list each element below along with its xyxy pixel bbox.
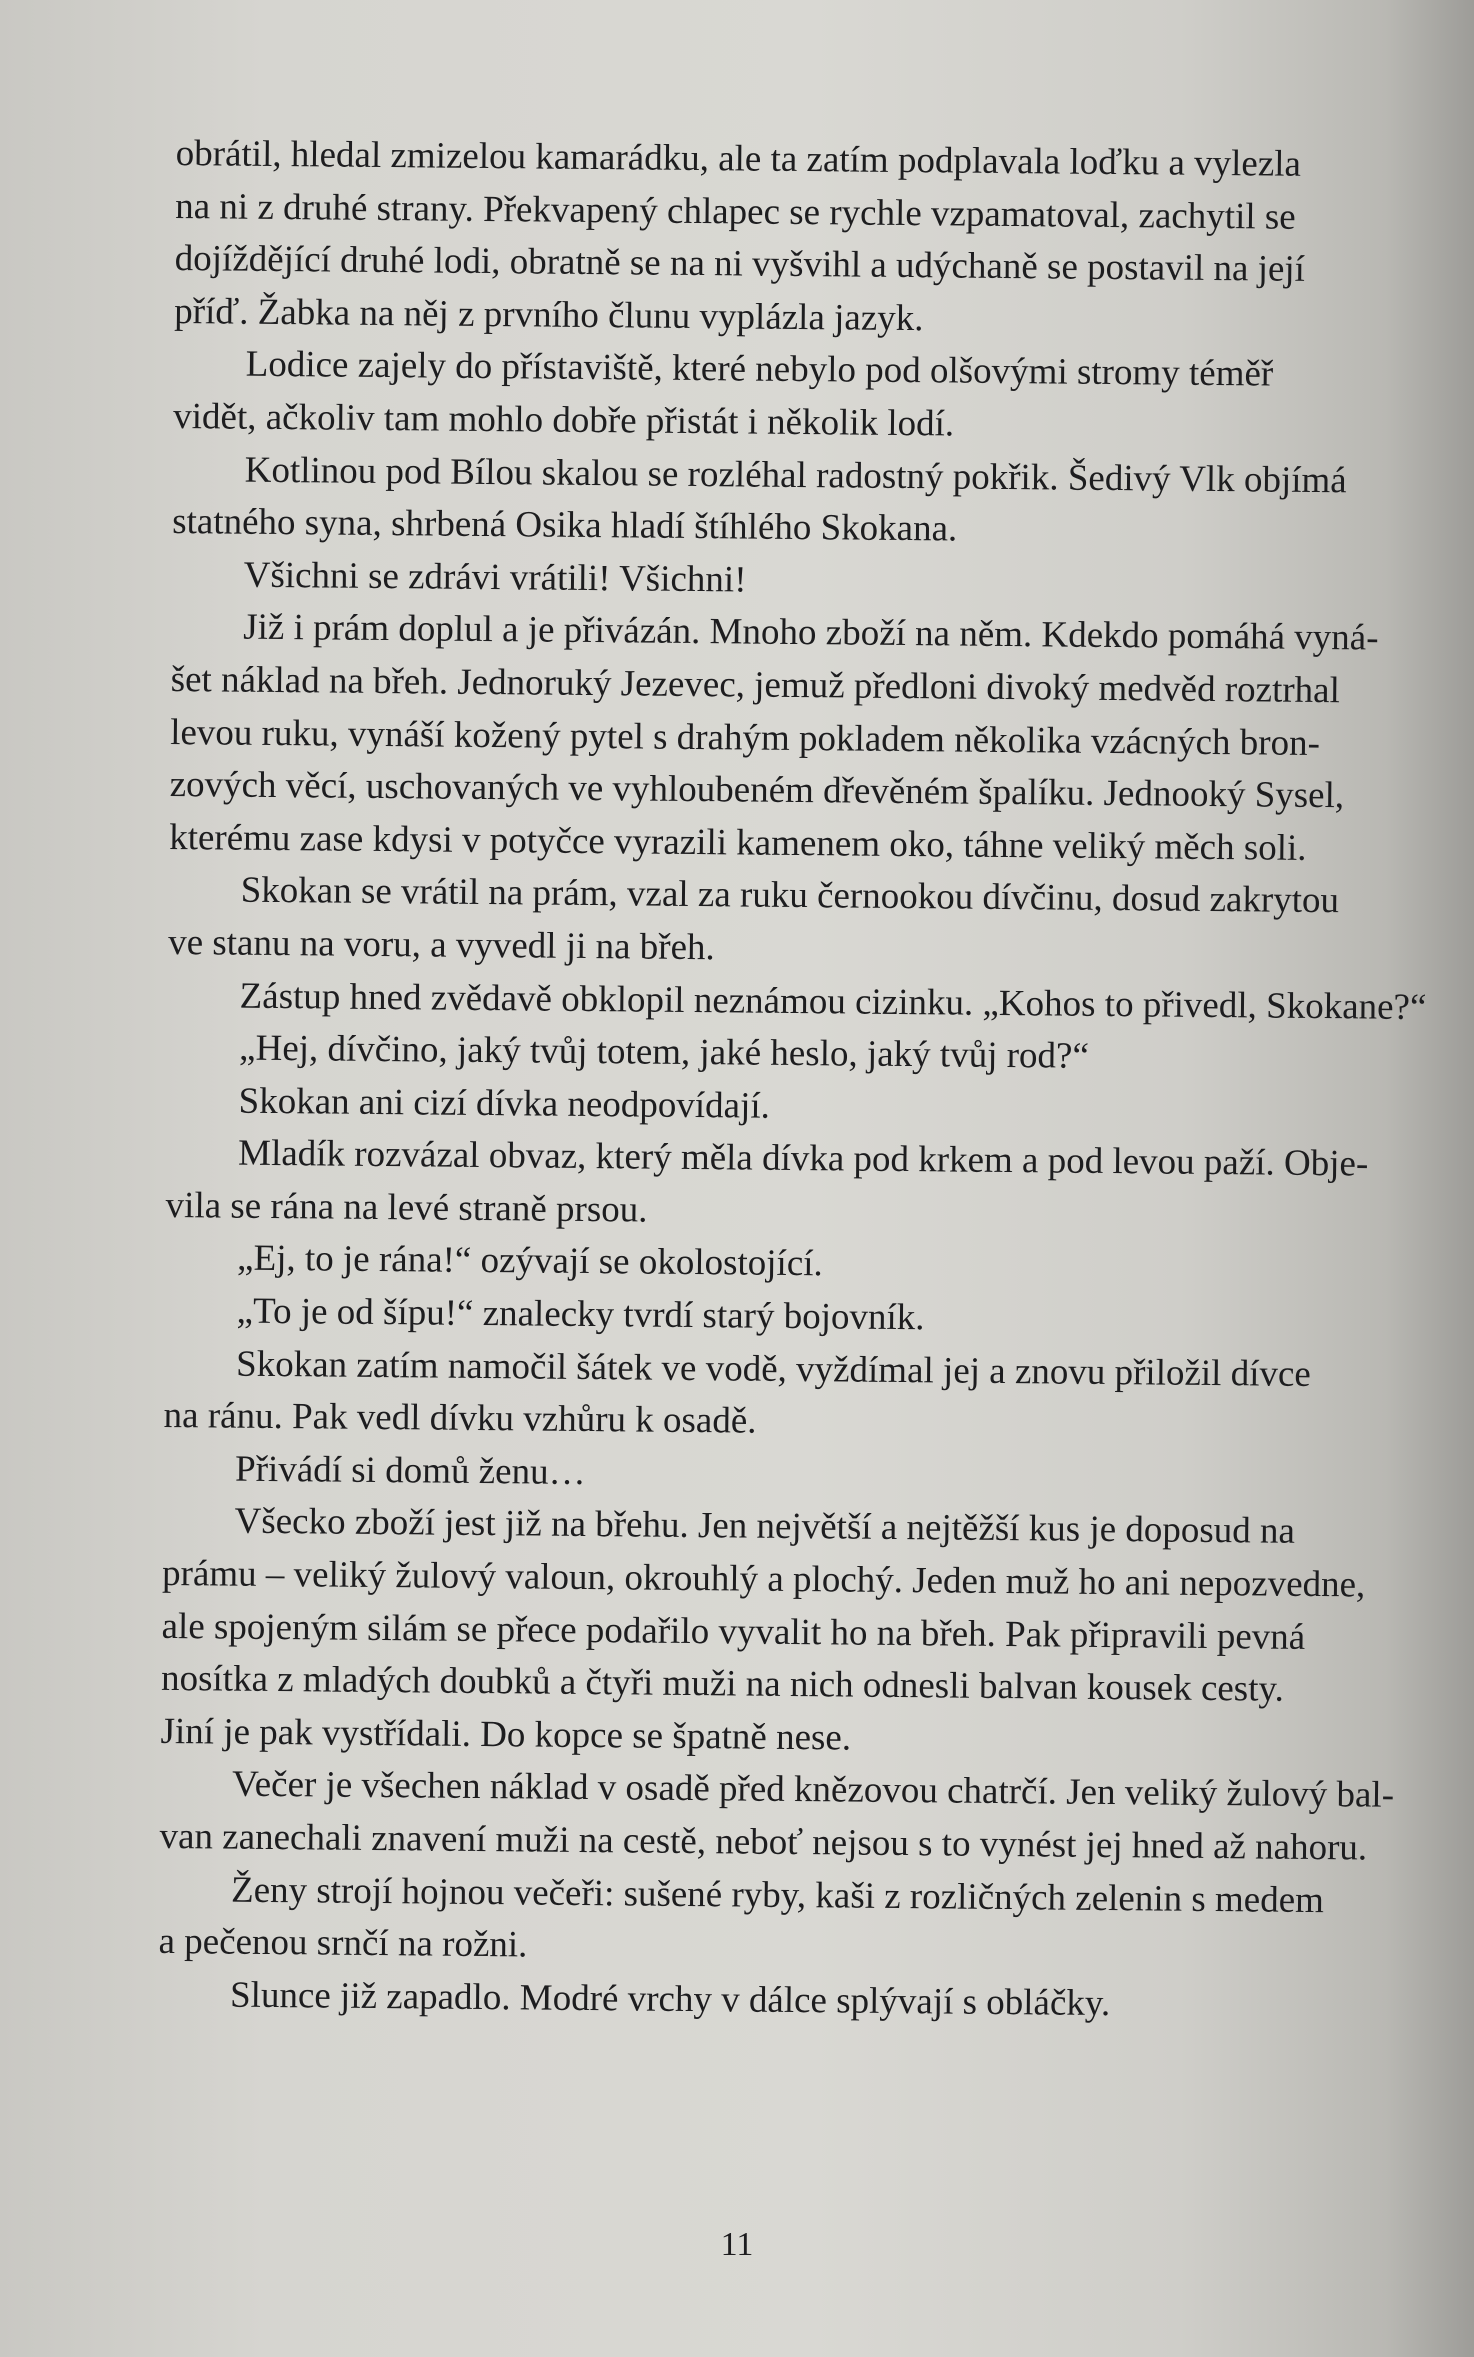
text-line: Všichni se zdrávi vrátili! Všichni!	[243, 554, 747, 601]
text-line: „To je od šípu!“ znalecky tvrdí starý bojovník.	[236, 1290, 925, 1339]
body-text	[158, 128, 1427, 2033]
text-line: zových věcí, uschovaných ve vyhloubeném dřevěném špalíku. Jednooký Sysel,	[169, 764, 1345, 817]
text-line: příď. Žabka na něj z prvního člunu vyplázla jazyk.	[174, 290, 924, 339]
text-line: vidět, ačkoliv tam mohlo dobře přistát i několik lodí.	[173, 395, 955, 445]
text-line: obrátil, hledal zmizelou kamarádku, ale ta zatím podplavala loďku a vylezla	[175, 132, 1302, 185]
text-line: vila se rána na levé straně prsou.	[165, 1184, 648, 1231]
text-line: Lodice zajely do přístaviště, které nebylo pod olšovými stromy téměř	[245, 344, 1274, 395]
text-line: Ženy strojí hojnou večeři: sušené ryby, kaši z rozličných zelenin s medem	[230, 1869, 1325, 1921]
text-line: Slunce již zapadlo. Modré vrchy v dálce splývají s obláčky.	[229, 1974, 1111, 2024]
text-line: šet náklad na břeh. Jednoruký Jezevec, jemuž předloni divoký medvěd roztrhal	[170, 658, 1341, 712]
text-line: dojíždějící druhé lodi, obratně se na ni vyšvihl a udýchaně se postavil na její	[174, 238, 1306, 291]
text-line: Zástup hned zvědavě obklopil neznámou cizinku. „Kohos to přivedl, Skokane?“	[239, 975, 1427, 1028]
text-line: kterému zase kdysi v potyčce vyrazili kamenem oko, táhne veliký měch soli.	[168, 816, 1307, 869]
text-line: ve stanu na voru, a vyvedl ji na břeh.	[167, 921, 715, 969]
text-line: Přivádí si domů ženu…	[234, 1448, 586, 1493]
text-line: a pečenou srnčí na rožni.	[158, 1921, 528, 1966]
text-line: Skokan se vrátil na prám, vzal za ruku černookou dívčinu, dosud zakrytou	[240, 869, 1340, 922]
text-line: statného syna, shrbená Osika hladí štíhlého Skokana.	[172, 501, 958, 550]
text-line: Mladík rozvázal obvaz, který měla dívka pod krkem a pod levou paží. Obje-	[237, 1132, 1369, 1185]
text-line: Večer je všechen náklad v osadě před knězovou chatrčí. Jen veliký žulový bal-	[231, 1764, 1395, 1817]
page-number: 11	[720, 2226, 754, 2263]
text-line: Všecko zboží jest již na břehu. Jen největší a nejtěžší kus je doposud na	[234, 1501, 1296, 1553]
text-line: „Hej, dívčino, jaký tvůj totem, jaké heslo, jaký tvůj rod?“	[238, 1027, 1090, 1077]
text-line: prámu – veliký žulový valoun, okrouhlý a plochý. Jeden muž ho ani nepozvedne,	[161, 1552, 1366, 1606]
text-line: van zanechali znavení muži na cestě, neboť nejsou s to vynést jej hned až nahoru.	[159, 1815, 1368, 1869]
text-line: Již i prám doplul a je přivázán. Mnoho zboží na něm. Kdekdo pomáhá vyná-	[243, 607, 1379, 659]
text-line: Skokan zatím namočil šátek ve vodě, vyždímal jej a znovu přiložil dívce	[235, 1343, 1312, 1395]
text-line: nosítka z mladých doubků a čtyři muži na nich odnesli balvan kousek cesty.	[160, 1658, 1285, 1710]
text-line: levou ruku, vynáší kožený pytel s drahým pokladem několika vzácných bron-	[170, 711, 1321, 764]
text-line: na ránu. Pak vedl dívku vzhůru k osadě.	[163, 1395, 757, 1442]
text-line: na ni z druhé strany. Překvapený chlapec se rychle vzpamatoval, zachytil se	[175, 185, 1296, 238]
text-line: „Ej, to je rána!“ ozývají se okolostojící.	[236, 1238, 823, 1285]
text-line: Jiní je pak vystřídali. Do kopce se špatně nese.	[160, 1710, 852, 1759]
text-line: ale spojeným silám se přece podařilo vyvalit ho na břeh. Pak připravili pevná	[161, 1605, 1306, 1658]
text-line: Skokan ani cizí dívka neodpovídají.	[238, 1080, 771, 1127]
text-line: Kotlinou pod Bílou skalou se rozléhal radostný pokřik. Šedivý Vlk objímá	[244, 449, 1347, 501]
